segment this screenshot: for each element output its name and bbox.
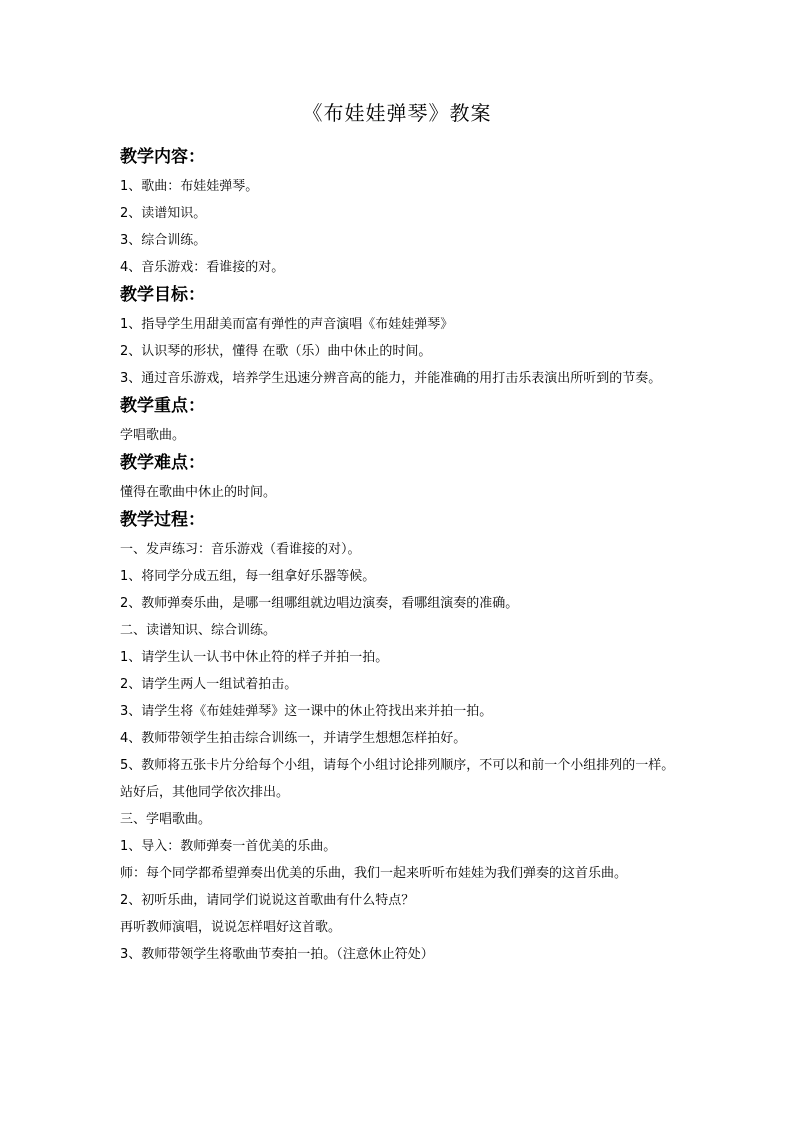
section-heading-key-point: 教学重点： [120,396,205,416]
section-heading-content: 教学内容： [120,147,205,167]
goal-line-3: 3、通过音乐游戏，培养学生迅速分辨音高的能力，并能准确的用打击乐表演出所听到的节奏。 [120,371,662,386]
process-line-7: 3、请学生将《布娃娃弹琴》这一课中的休止符找出来并拍一拍。 [120,704,493,719]
content-line-3: 3、综合训练。 [120,233,207,248]
section-heading-process: 教学过程： [120,510,205,530]
process-line-2: 1、将同学分成五组，每一组拿好乐器等候。 [120,569,376,584]
process-line-6: 2、请学生两人一组试着拍击。 [120,677,298,692]
goal-line-1: 1、指导学生用甜美而富有弹性的声音演唱《布娃娃弹琴》 [120,317,454,332]
key-point-line-1: 学唱歌曲。 [120,428,186,443]
section-heading-goals: 教学目标： [120,285,205,305]
document-body [120,143,680,968]
section-heading-difficulty: 教学难点： [120,453,205,473]
goal-line-2: 2、认识琴的形状，懂得 在歌（乐）曲中休止的时间。 [120,344,432,359]
process-line-15: 3、教师带领学生将歌曲节奏拍一拍。（注意休止符处） [120,947,434,962]
process-line-10: 三、学唱歌曲。 [120,812,212,827]
process-line-12: 师：每个同学都希望弹奏出优美的乐曲，我们一起来听听布娃娃为我们弹奏的这首乐曲。 [120,866,628,881]
process-line-3: 2、教师弹奏乐曲，是哪一组哪组就边唱边演奏，看哪组演奏的准确。 [120,596,519,611]
process-line-9: 5、教师将五张卡片分给每个小组，请每个小组讨论排列顺序，不可以和前一个小组排列的一样。站好后，其他同学依次排出。 [120,758,675,800]
content-line-2: 2、读谱知识。 [120,206,207,221]
process-line-8: 4、教师带领学生拍击综合训练一，并请学生想想怎样拍好。 [120,731,467,746]
process-line-1: 一、发声练习：音乐游戏（看谁接的对）。 [120,542,361,557]
process-line-5: 1、请学生认一认书中休止符的样子并拍一拍。 [120,650,389,665]
document-title: 《布娃娃弹琴》教案 [302,101,492,125]
content-line-4: 4、音乐游戏：看谁接的对。 [120,260,285,275]
process-line-14: 再听教师演唱，说说怎样唱好这首歌。 [120,920,342,935]
process-line-11: 1、导入：教师弹奏一首优美的乐曲。 [120,839,337,854]
process-line-4: 二、读谱知识、综合训练。 [120,623,277,638]
content-line-1: 1、歌曲：布娃娃弹琴。 [120,179,259,194]
process-line-13: 2、初听乐曲，请同学们说说这首歌曲有什么特点？ [120,893,415,908]
difficulty-line-1: 懂得在歌曲中休止的时间。 [120,485,277,500]
